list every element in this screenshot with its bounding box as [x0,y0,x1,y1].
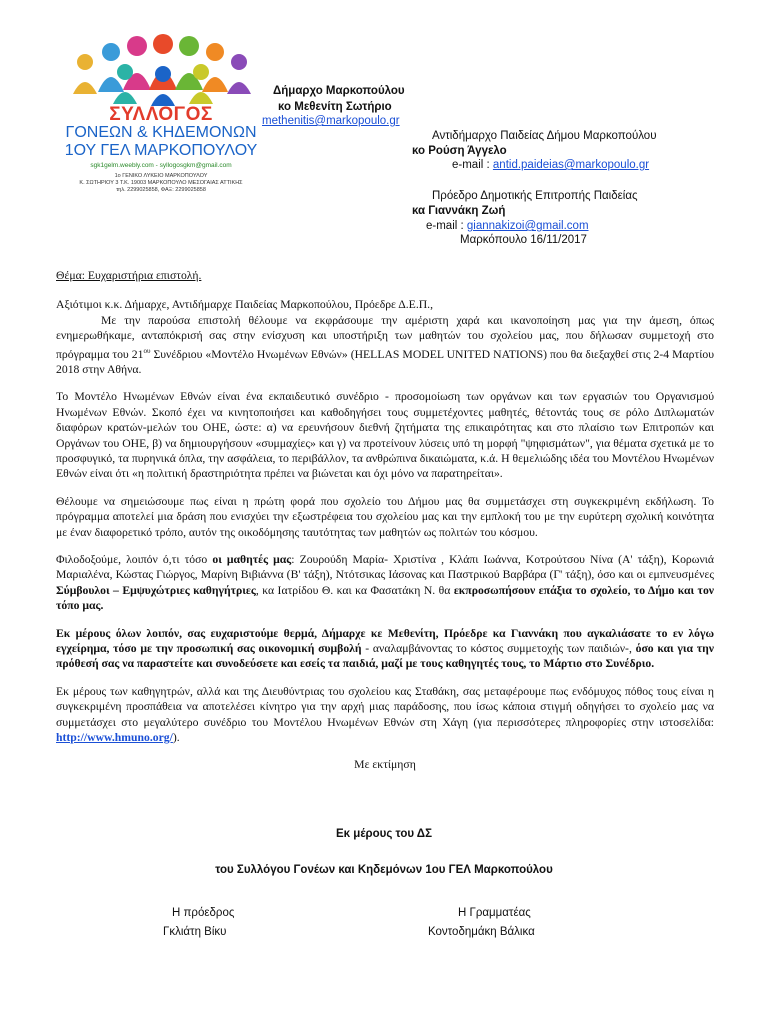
from-association: του Συλλόγου Γονέων και Κηδεμόνων 1ου ΓΕΛ Μαρκοπούλου [215,864,553,876]
closing: Με εκτίμηση [354,758,416,772]
letter-body [56,268,714,799]
paragraph-text: Εκ μέρους των καθηγητρών, αλλά και της Διευθύντριας του σχολείου κας Σταθάκη, σας μεταφέρουμε πως ενδόμυχος πόθος τους είναι η συγκεκριμένη προσπάθεια να αποτελέσει κίνητρο για την αρχή μιας παράδοσης, που ίσως κάποια στιγμή οδηγήσει το σχολείο μας να συμμετάσχει στο μεγαλύτερο συνέδριο του Μοντέλου Ηνωμένων Εθνών στη Χάγη (για περισσότερες πληροφορίες στην ιστοσελίδα: [56,684,714,729]
logo-address [55,173,267,194]
recipient-2-email-link[interactable]: antid.paideias@markopoulo.gr [492,159,650,171]
paragraph-students [56,552,714,614]
people-group-icon [55,32,267,112]
paragraph-text: Με την παρούσα επιστολή θέλουμε να εκφράσουμε την αμέριστη χαρά και ικανοποίηση μας για την άμεση, όπως ενημερωθήκαμε, ανταπόκρισή σας στην ενίσχυση και υποστήριξη των μαθητών του σχολείου μας, που δήλωσαν συμμετοχή στο πρόγραμμα του 21 [56,313,714,361]
superscript: ου [143,346,151,355]
paragraph-text: : Ζουρούδη Μαρία- Χριστίνα , Κλάπι Ιωάννα, Κοτρούτσου Νίνα (Α' τάξη), Κορωνιά Μαριαλένα, Κώστας Γιώργος, Μαρίνη Βιβιάννα (Β' τάξη), Ντότσικας Ιάσονας και Παστρικού Βαρβάρα (Γ' τάξη), όσο και οι εμπνευσμένες [56,552,715,582]
paragraph-text: - αναλαμβάνοντας το κόστος συμμετοχής των παιδιών-, [361,642,636,656]
recipient-1-name: κο Μεθενίτη Σωτήριο [278,101,392,113]
association-logo [55,32,267,210]
letter-salutation: Αξιότιμοι κ.κ. Δήμαρχε, Αντιδήμαρχε Παιδείας Μαρκοπούλου, Πρόεδρε Δ.Ε.Π., [56,298,434,312]
recipient-3-name: κα Γιαννάκη Ζωή [412,205,506,217]
secretary-title: Η Γραμματέας [458,907,531,919]
logo-contact: sgk1gelm.weebly.com - syllogosgkm@gmail.com [90,162,232,169]
recipient-3-title: Πρόεδρο Δημοτικής Επιτροπής Παιδείας [432,190,638,202]
recipient-2-name: κο Ρούση Άγγελο [412,145,507,157]
paragraph-first-time: Θέλουμε να σημειώσουμε πως είναι η πρώτη φορά που σχολείο του Δήμου μας θα συμμετάσχει στη συγκεκριμένη εκδήλωση. Το πρόγραμμα αποτελεί μια δράση που ενισχύει την εξωστρέφεια του σχολείου μας και την εμπλοκή του με την ευρύτερη σχολική κοινότητα με έναν διαφορετικό τρόπο, αυτόν της οικοδόμησης ταυτότητας των μαθητών ως πολιτών του κόσμου. [56,494,714,539]
paragraph-bold: όσο και για την πρόθεσή σας να παραστείτε και συνοδεύσετε και εσείς τα παιδιά, μαζί με τους καθηγητές τους, το Μάρτιο στο Συνέδριο. [56,642,714,671]
letter-subject: Θέμα: Ευχαριστήρια επιστολή. [56,269,202,282]
logo-school: 1ΟΥ ΓΕΛ ΜΑΡΚΟΠΟΥΛΟΥ [64,142,258,159]
from-board: Εκ μέρους του ΔΣ [336,828,432,840]
recipient-1-title: Δήμαρχο Μαρκοπούλου [273,85,405,97]
president-name: Γκλιάτη Βίκυ [163,926,227,938]
secretary-name: Κοντοδημάκη Βάλικα [428,926,535,938]
logo-address-line: Κ. ΣΩΤΗΡΙΟΥ 3 Τ.Κ. 19003 ΜΑΡΚΟΠΟΥΛΟ ΜΕΣΟΓΑΙΑΣ ΑΤΤΙΚΗΣ [79,180,243,186]
paragraph-bold: Σύμβουλοι – Εμψυχώτριες καθηγήτριες [56,583,256,597]
email-label: e-mail : [426,220,464,232]
paragraph-bold: οι μαθητές μας [212,552,292,566]
recipient-1-email-link[interactable]: methenitis@markopoulo.gr [262,115,400,127]
president-title: Η πρόεδρος [172,907,235,919]
paragraph-text: , κα Ιατρίδου Θ. και κα Φασατάκη Ν. θα [255,583,454,597]
recipient-3-email-row [426,219,589,233]
logo-address-line: τηλ. 2299025858, ΦΑΞ: 2299025858 [116,187,206,193]
recipient-2-title: Αντιδήμαρχο Παιδείας Δήμου Μαρκοπούλου [432,130,657,142]
paragraph-intro [56,313,714,378]
recipient-2-email-row [452,158,649,172]
email-label: e-mail : [452,159,490,171]
paragraph-text: Συνέδριου «Μοντέλο Ηνωμένων Εθνών» (HELLAS MODEL UNITED NATIONS) που θα διεξαχθεί στις 2-4 Μαρτίου 2018 στην Αθήνα. [56,347,714,376]
logo-subtitle: ΓΟΝΕΩΝ & ΚΗΔΕΜΟΝΩΝ [65,124,257,141]
paragraph-teachers [56,684,714,746]
paragraph-text: ). [172,731,180,745]
paragraph-thanks [56,626,714,672]
paragraph-bold: Εκ μέρους όλων λοιπόν, σας ευχαριστούμε θερμά, Δήμαρχε κε Μεθενίτη, Πρόεδρε κα Γιαννάκη που αγκαλιάσατε το εν λόγω εγχείρημα, τόσο με την προσωπική σας οικονομική συμβολή [56,626,714,656]
paragraph-text: Φιλοδοξούμε, λοιπόν ό,τι τόσο [56,552,213,566]
paragraph-bold: εκπροσωπήσουν επάξια το σχολείο, το Δήμο και τον τόπο μας. [56,583,715,613]
paragraph-about-mun: Το Μοντέλο Ηνωμένων Εθνών είναι ένα εκπαιδευτικό συνέδριο - προσομοίωση των οργάνων και των εργασιών του Οργανισμού Ηνωμένων Εθνών. Σκοπό έχει να κινητοποιήσει και καθοδηγήσει τους συμμετέχοντες μαθητές, θέτοντάς τους σε ρόλο Διπλωματών διαφόρων κρατών-μελών του ΟΗΕ, ώστε: α) να ερευνήσουν διεθνή ζητήματα της επικαιρότητας και στο πλαίσιο των Επιτροπών και Οργάνων του ΟΗΕ, β) να δημιουργήσουν «συμμαχίες» και γ) να προτείνουν λύσεις υπό τη μορφή "ψηφισμάτων", για θέματα σχετικά με το προσφυγικό, τα πυρηνικά όπλα, την ασφάλεια, το περιβάλλον, τα ανθρώπινα δικαιώματα, κ.ά. Η θεμελιώδης ιδέα του Μοντέλου Ηνωμένων Εθνών είναι ότι «η πολιτική δραστηριότητα πρέπει να βιώνεται και όχι μόνο να παρατηρείται». [56,390,714,481]
hmuno-website-link[interactable]: http://www.hmuno.org/ [56,731,173,745]
logo-address-line: 1ο ΓΕΝΙΚΟ ΛΥΚΕΙΟ ΜΑΡΚΟΠΟΥΛΟΥ [114,173,208,179]
recipient-3-email-link[interactable]: giannakizoi@gmail.com [466,220,589,232]
logo-title: ΣΥΛΛΟΓΟΣ [109,104,213,125]
letter-date: Μαρκόπουλο 16/11/2017 [460,234,587,246]
